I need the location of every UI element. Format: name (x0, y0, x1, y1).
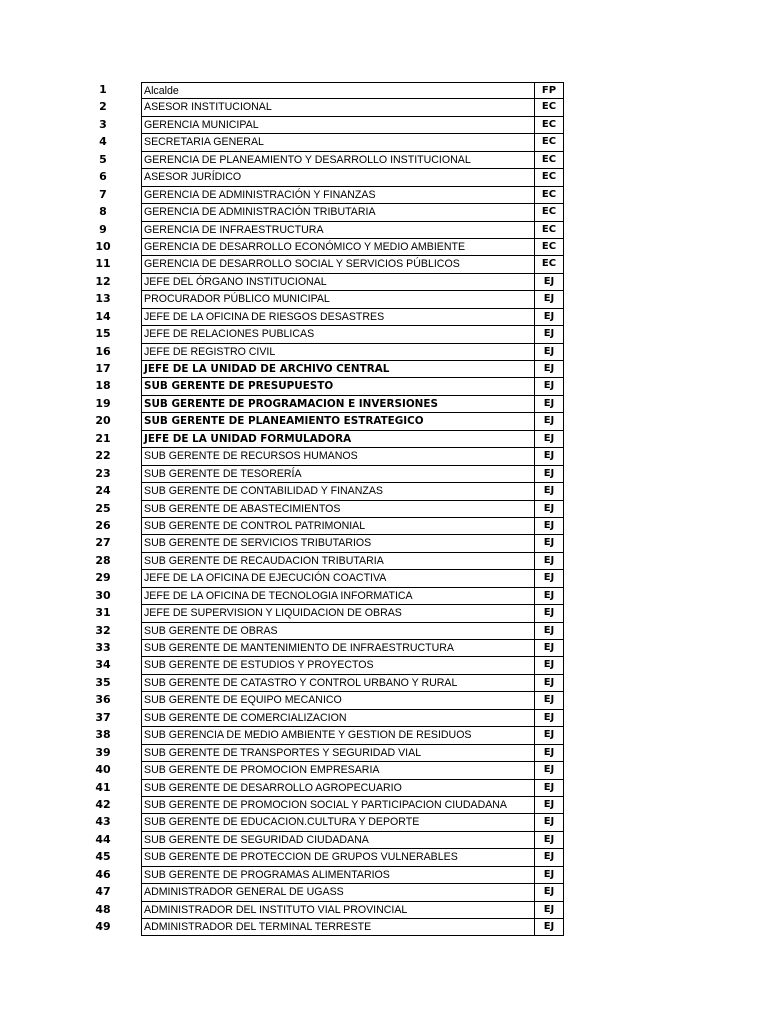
position-name-cell[interactable]: SUB GERENTE DE PROMOCION EMPRESARIA (141, 762, 534, 779)
row-number: 12 (95, 274, 111, 288)
position-code-cell[interactable]: EJ (534, 640, 564, 657)
row-number: 40 (95, 763, 111, 777)
position-code-cell[interactable]: EC (534, 256, 564, 273)
position-code-cell[interactable]: EJ (534, 623, 564, 640)
table-row (0, 780, 768, 797)
row-number: 6 (99, 170, 107, 184)
position-name-cell[interactable]: SUB GERENTE DE EDUCACION.CULTURA Y DEPORTE (141, 814, 534, 831)
table-row (0, 274, 768, 291)
row-number: 34 (95, 658, 111, 672)
position-name-cell[interactable]: SECRETARIA GENERAL (141, 134, 534, 151)
table-row (0, 187, 768, 204)
table-row (0, 326, 768, 343)
position-name-cell[interactable]: SUB GERENTE DE RECURSOS HUMANOS (141, 448, 534, 465)
position-code-cell[interactable]: EJ (534, 657, 564, 674)
position-code-cell[interactable]: EJ (534, 501, 564, 518)
position-code-cell[interactable]: EJ (534, 884, 564, 901)
row-number: 29 (95, 571, 111, 585)
table-row (0, 797, 768, 814)
position-code-cell[interactable]: EC (534, 204, 564, 221)
row-number: 13 (95, 292, 111, 306)
row-number: 4 (99, 135, 107, 149)
table-row (0, 623, 768, 640)
position-name-cell[interactable]: GERENCIA DE DESARROLLO ECONÓMICO Y MEDIO AMBIENTE (141, 239, 534, 256)
position-code-cell[interactable]: EC (534, 239, 564, 256)
row-number: 16 (95, 344, 111, 358)
position-name-cell[interactable]: SUB GERENTE DE SEGURIDAD CIUDADANA (141, 832, 534, 849)
position-code-cell[interactable]: EC (534, 152, 564, 169)
table-row (0, 535, 768, 552)
position-code-cell[interactable]: EJ (534, 588, 564, 605)
position-code-cell[interactable]: EJ (534, 797, 564, 814)
position-code-cell[interactable]: EJ (534, 344, 564, 361)
row-number: 31 (95, 606, 111, 620)
position-name-cell[interactable]: SUB GERENTE DE PLANEAMIENTO ESTRATEGICO (141, 413, 534, 430)
table-row (0, 448, 768, 465)
row-number: 7 (99, 187, 107, 201)
row-number: 14 (95, 309, 111, 323)
row-number: 27 (95, 536, 111, 550)
position-code-cell[interactable]: EJ (534, 867, 564, 884)
table-row (0, 291, 768, 308)
row-number: 48 (95, 902, 111, 916)
position-code-cell[interactable]: EJ (534, 448, 564, 465)
position-code-cell[interactable]: EJ (534, 710, 564, 727)
table-row (0, 640, 768, 657)
table-row (0, 99, 768, 116)
row-number: 25 (95, 501, 111, 515)
position-name-cell[interactable]: ADMINISTRADOR GENERAL DE UGASS (141, 884, 534, 901)
position-name-cell[interactable]: JEFE DE LA UNIDAD FORMULADORA (141, 431, 534, 448)
position-name-cell[interactable]: SUB GERENTE DE OBRAS (141, 623, 534, 640)
position-name-cell[interactable]: SUB GERENTE DE EQUIPO MECANICO (141, 692, 534, 709)
row-number: 46 (95, 867, 111, 881)
position-name-cell[interactable]: JEFE DE SUPERVISION Y LIQUIDACION DE OBRAS (141, 605, 534, 622)
row-number: 23 (95, 466, 111, 480)
position-name-cell[interactable]: SUB GERENTE DE CONTROL PATRIMONIAL (141, 518, 534, 535)
table-row (0, 117, 768, 134)
row-number: 47 (95, 885, 111, 899)
position-name-cell[interactable]: SUB GERENTE DE PROGRAMAS ALIMENTARIOS (141, 867, 534, 884)
table-row (0, 501, 768, 518)
position-name-cell[interactable]: SUB GERENTE DE RECAUDACION TRIBUTARIA (141, 553, 534, 570)
position-code-cell[interactable]: EJ (534, 727, 564, 744)
row-number: 18 (95, 379, 111, 393)
position-name-cell[interactable]: GERENCIA DE INFRAESTRUCTURA (141, 222, 534, 239)
position-code-cell[interactable]: FP (534, 82, 564, 99)
table-row (0, 762, 768, 779)
table-row (0, 378, 768, 395)
table-row (0, 169, 768, 186)
table-row (0, 483, 768, 500)
row-number: 41 (95, 780, 111, 794)
row-number: 37 (95, 710, 111, 724)
position-code-cell[interactable]: EJ (534, 919, 564, 936)
position-name-cell[interactable]: SUB GERENTE DE MANTENIMIENTO DE INFRAESTRUCTURA (141, 640, 534, 657)
position-name-cell[interactable]: PROCURADOR PÚBLICO MUNICIPAL (141, 291, 534, 308)
position-code-cell[interactable]: EJ (534, 483, 564, 500)
position-name-cell[interactable]: JEFE DE REGISTRO CIVIL (141, 344, 534, 361)
row-number: 49 (95, 920, 111, 933)
table-row (0, 570, 768, 587)
position-code-cell[interactable]: EJ (534, 431, 564, 448)
position-name-cell[interactable]: ASESOR JURÍDICO (141, 169, 534, 186)
table-row (0, 657, 768, 674)
position-name-cell[interactable]: ASESOR INSTITUCIONAL (141, 99, 534, 116)
position-name-cell[interactable]: ADMINISTRADOR DEL TERMINAL TERRESTE (141, 919, 534, 936)
position-code-cell[interactable]: EJ (534, 553, 564, 570)
row-number: 43 (95, 815, 111, 829)
position-code-cell[interactable]: EJ (534, 780, 564, 797)
position-name-cell[interactable]: SUB GERENTE DE CONTABILIDAD Y FINANZAS (141, 483, 534, 500)
row-number: 15 (95, 327, 111, 341)
position-code-cell[interactable]: EC (534, 99, 564, 116)
position-name-cell[interactable]: SUB GERENTE DE PROGRAMACION E INVERSIONES (141, 396, 534, 413)
row-number: 35 (95, 675, 111, 689)
row-number: 17 (95, 362, 111, 375)
position-name-cell[interactable]: SUB GERENTE DE COMERCIALIZACION (141, 710, 534, 727)
row-number: 44 (95, 832, 111, 846)
position-code-cell[interactable]: EJ (534, 378, 564, 395)
table-row (0, 902, 768, 919)
position-code-cell[interactable]: EC (534, 169, 564, 186)
position-name-cell[interactable]: JEFE DE LA OFICINA DE TECNOLOGIA INFORMATICA (141, 588, 534, 605)
row-number: 39 (95, 745, 111, 759)
position-code-cell[interactable]: EJ (534, 466, 564, 483)
position-name-cell[interactable]: SUB GERENTE DE SERVICIOS TRIBUTARIOS (141, 535, 534, 552)
row-number: 36 (95, 693, 111, 707)
position-code-cell[interactable]: EC (534, 134, 564, 151)
position-name-cell[interactable]: Alcalde (141, 82, 534, 99)
table-row (0, 518, 768, 535)
table-row (0, 675, 768, 692)
table-row (0, 814, 768, 831)
table-row (0, 239, 768, 256)
row-number: 9 (99, 222, 107, 236)
row-number: 24 (95, 484, 111, 498)
position-code-cell[interactable]: EC (534, 187, 564, 204)
row-number: 22 (95, 449, 111, 463)
position-code-cell[interactable]: EJ (534, 849, 564, 866)
position-name-cell[interactable]: SUB GERENTE DE PROMOCION SOCIAL Y PARTICIPACION CIUDADANA (141, 797, 534, 814)
table-row (0, 710, 768, 727)
row-number: 2 (99, 100, 107, 114)
position-name-cell[interactable]: SUB GERENCIA DE MEDIO AMBIENTE Y GESTION DE RESIDUOS (141, 727, 534, 744)
row-number: 8 (99, 205, 107, 219)
table-row (0, 884, 768, 901)
table-row (0, 134, 768, 151)
position-code-cell[interactable]: EC (534, 222, 564, 239)
position-code-cell[interactable]: EJ (534, 518, 564, 535)
position-name-cell[interactable]: GERENCIA DE ADMINISTRACIÓN Y FINANZAS (141, 187, 534, 204)
row-number: 11 (95, 257, 111, 271)
position-name-cell[interactable]: ADMINISTRADOR DEL INSTITUTO VIAL PROVINCIAL (141, 902, 534, 919)
table-row (0, 588, 768, 605)
table-row (0, 431, 768, 448)
table-row (0, 396, 768, 413)
table-row (0, 692, 768, 709)
table-row (0, 745, 768, 762)
table-row (0, 361, 768, 378)
row-number: 28 (95, 553, 111, 567)
row-number: 30 (95, 588, 111, 602)
table-row (0, 152, 768, 169)
position-code-cell[interactable]: EJ (534, 675, 564, 692)
position-name-cell[interactable]: SUB GERENTE DE ESTUDIOS Y PROYECTOS (141, 657, 534, 674)
table-row (0, 849, 768, 866)
row-number: 45 (95, 850, 111, 864)
row-number: 10 (95, 239, 111, 253)
table-row (0, 256, 768, 273)
position-name-cell[interactable]: JEFE DE LA UNIDAD DE ARCHIVO CENTRAL (141, 361, 534, 378)
table-row (0, 344, 768, 361)
position-name-cell[interactable]: SUB GERENTE DE TESORERÍA (141, 466, 534, 483)
table-row (0, 919, 768, 936)
position-code-cell[interactable]: EJ (534, 361, 564, 378)
position-code-cell[interactable]: EJ (534, 309, 564, 326)
row-number: 5 (99, 152, 107, 166)
table-row (0, 832, 768, 849)
position-code-cell[interactable]: EJ (534, 326, 564, 343)
table-row (0, 82, 768, 99)
row-number: 21 (95, 431, 111, 445)
row-number: 33 (95, 641, 111, 654)
position-name-cell[interactable]: SUB GERENTE DE TRANSPORTES Y SEGURIDAD VIAL (141, 745, 534, 762)
table-row (0, 309, 768, 326)
position-code-cell[interactable]: EJ (534, 396, 564, 413)
table-row (0, 413, 768, 430)
position-code-cell[interactable]: EJ (534, 832, 564, 849)
position-code-cell[interactable]: EJ (534, 762, 564, 779)
position-name-cell[interactable]: SUB GERENTE DE ABASTECIMIENTOS (141, 501, 534, 518)
table-row (0, 605, 768, 622)
position-name-cell[interactable]: JEFE DE RELACIONES PUBLICAS (141, 326, 534, 343)
position-code-cell[interactable]: EJ (534, 745, 564, 762)
table-row (0, 553, 768, 570)
position-name-cell[interactable]: SUB GERENTE DE PROTECCION DE GRUPOS VULNERABLES (141, 849, 534, 866)
row-number: 19 (95, 396, 111, 410)
position-code-cell[interactable]: EJ (534, 814, 564, 831)
position-name-cell[interactable]: JEFE DE LA OFICINA DE EJECUCIÓN COACTIVA (141, 570, 534, 587)
position-name-cell[interactable]: JEFE DE LA OFICINA DE RIESGOS DESASTRES (141, 309, 534, 326)
row-number: 32 (95, 623, 111, 637)
position-name-cell[interactable]: SUB GERENTE DE CATASTRO Y CONTROL URBANO Y RURAL (141, 675, 534, 692)
position-code-cell[interactable]: EJ (534, 274, 564, 291)
table-row (0, 727, 768, 744)
position-name-cell[interactable]: GERENCIA MUNICIPAL (141, 117, 534, 134)
row-number: 3 (99, 117, 107, 131)
position-code-cell[interactable]: EJ (534, 605, 564, 622)
position-code-cell[interactable]: EJ (534, 535, 564, 552)
row-number: 38 (95, 728, 111, 742)
position-name-cell[interactable]: GERENCIA DE PLANEAMIENTO Y DESARROLLO INSTITUCIONAL (141, 152, 534, 169)
position-code-cell[interactable]: EJ (534, 692, 564, 709)
position-code-cell[interactable]: EJ (534, 570, 564, 587)
table-row (0, 204, 768, 221)
table-row (0, 222, 768, 239)
position-code-cell[interactable]: EJ (534, 902, 564, 919)
table-row (0, 867, 768, 884)
position-code-cell[interactable]: EC (534, 117, 564, 134)
row-number: 1 (99, 83, 107, 96)
table-row (0, 466, 768, 483)
position-table (0, 82, 768, 936)
position-name-cell[interactable]: JEFE DEL ÓRGANO INSTITUCIONAL (141, 274, 534, 291)
position-code-cell[interactable]: EJ (534, 413, 564, 430)
position-name-cell[interactable]: GERENCIA DE ADMINISTRACIÓN TRIBUTARIA (141, 204, 534, 221)
row-number: 42 (95, 797, 111, 811)
position-code-cell[interactable]: EJ (534, 291, 564, 308)
row-number: 20 (95, 414, 111, 428)
position-name-cell[interactable]: SUB GERENTE DE PRESUPUESTO (141, 378, 534, 395)
row-number: 26 (95, 518, 111, 532)
position-name-cell[interactable]: SUB GERENTE DE DESARROLLO AGROPECUARIO (141, 780, 534, 797)
position-name-cell[interactable]: GERENCIA DE DESARROLLO SOCIAL Y SERVICIOS PÚBLICOS (141, 256, 534, 273)
